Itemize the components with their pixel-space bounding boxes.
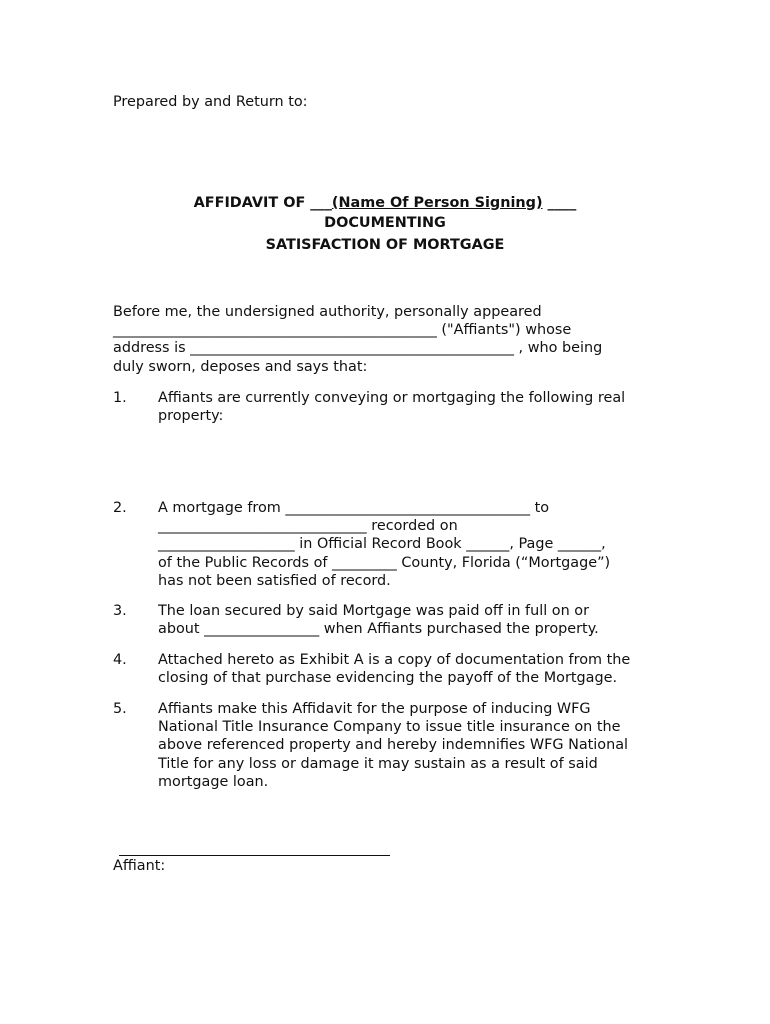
signature-line [119,855,390,856]
item-text [158,389,625,425]
title-prefix: AFFIDAVIT OF ___ [193,195,332,211]
item-line: mortgage loan. [158,773,269,790]
item-number: 3. [113,603,127,619]
item-number: 1. [113,390,127,406]
intro-line: duly sworn, deposes and says that: [113,358,368,375]
item-text [158,700,628,791]
item-line: _____________________________ recorded on [158,518,458,535]
item-line: has not been satisfied of record. [158,572,391,589]
item-line: property: [158,408,224,425]
item-line: Affiants make this Affidavit for the purpose of inducing WFG [158,701,591,717]
item-text [158,499,610,590]
title-signer-name: (Name Of Person Signing) [331,195,543,211]
title-suffix: ____ [542,195,577,211]
item-line: closing of that purchase evidencing the payoff of the Mortgage. [158,670,618,687]
item-number: 2. [113,500,127,516]
item-line: ___________________ in Official Record Book ______, Page ______, [158,536,606,553]
item-text [158,651,630,687]
item-line: A mortgage from __________________________________ to [158,500,550,516]
intro-line: _____________________________________________ ("Affiants") whose [113,322,572,339]
item-line: about ________________ when Affiants purchased the property. [158,621,599,638]
prepared-by-label: Prepared by and Return to: [113,94,308,110]
item-line: Affiants are currently conveying or mortgaging the following real [158,390,626,406]
intro-paragraph [113,303,673,376]
item-number: 4. [113,652,127,668]
item-line: of the Public Records of _________ County, Florida (“Mortgage”) [158,554,611,571]
intro-line: address is _____________________________________________ , who being [113,340,603,357]
item-line: Attached hereto as Exhibit A is a copy of documentation from the [158,652,631,668]
item-line: Title for any loss or damage it may sustain as a result of said [158,755,598,772]
title-line-1 [0,194,770,212]
item-number: 5. [113,701,127,717]
item-line: National Title Insurance Company to issue title insurance on the [158,719,621,736]
title-line-3: SATISFACTION OF MORTGAGE [265,237,505,253]
intro-line: Before me, the undersigned authority, personally appeared [113,304,542,320]
title-line-2: DOCUMENTING [324,215,446,231]
item-line: The loan secured by said Mortgage was paid off in full on or [158,603,590,619]
item-line: above referenced property and hereby indemnifies WFG National [158,737,629,754]
item-text [158,602,599,638]
affiant-label: Affiant: [113,858,166,874]
